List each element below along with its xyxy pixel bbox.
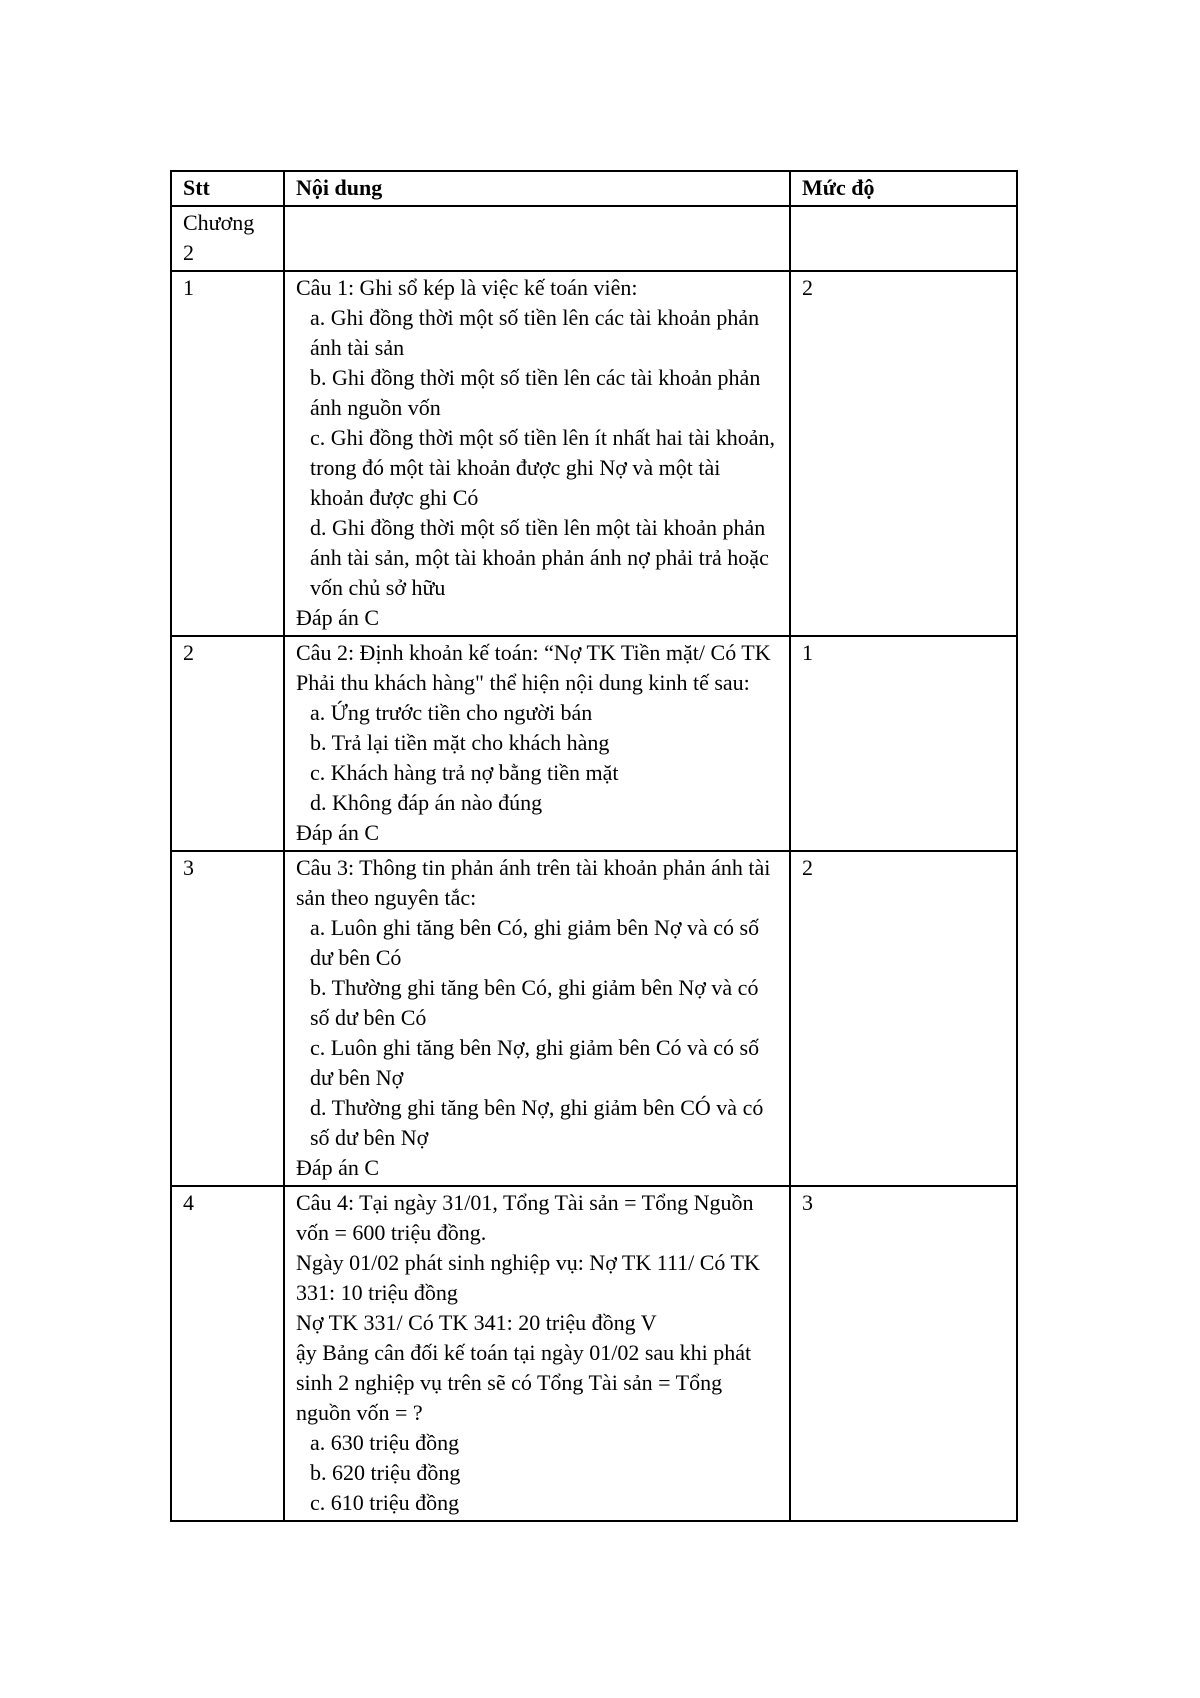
- option-a: a. Ghi đồng thời một số tiền lên các tài khoản phản ánh tài sản: [310, 305, 760, 360]
- table-header-row: [171, 171, 1017, 206]
- row-muc-do: 1: [790, 636, 1017, 851]
- option-b: b. Ghi đồng thời một số tiền lên các tài khoản phản ánh nguồn vốn: [310, 365, 761, 420]
- table-row: [171, 636, 1017, 851]
- question-text-line4: ậy Bảng cân đối kế toán tại ngày 01/02 sau khi phát sinh 2 nghiệp vụ trên sẽ có Tổng Tài sản = Tổng nguồn vốn = ?: [296, 1340, 752, 1425]
- chapter-content-empty: [284, 206, 790, 271]
- option-c: c. Ghi đồng thời một số tiền lên ít nhất hai tài khoản, trong đó một tài khoản được ghi Nợ và một tài khoản được ghi Có: [310, 425, 776, 510]
- chapter-label-line1: Chương: [183, 210, 255, 235]
- answer-text: Đáp án C: [296, 820, 380, 845]
- option-d: d. Không đáp án nào đúng: [310, 790, 543, 815]
- question-text-line2: Ngày 01/02 phát sinh nghiệp vụ: Nợ TK 111/ Có TK 331: 10 triệu đồng: [296, 1250, 760, 1305]
- question-text: Câu 1: Ghi sổ kép là việc kế toán viên:: [296, 275, 638, 300]
- option-c: c. Khách hàng trả nợ bằng tiền mặt: [310, 760, 619, 785]
- answer-text: Đáp án C: [296, 1155, 380, 1180]
- row-muc-do: 3: [790, 1186, 1017, 1521]
- table-row: [171, 1186, 1017, 1521]
- option-b: b. 620 triệu đồng: [310, 1460, 461, 1485]
- row-content: [284, 636, 790, 851]
- row-stt: 4: [171, 1186, 284, 1521]
- row-stt: 2: [171, 636, 284, 851]
- header-stt: Stt: [171, 171, 284, 206]
- question-text: Câu 3: Thông tin phản ánh trên tài khoản phản ánh tài sản theo nguyên tắc:: [296, 855, 771, 910]
- row-stt: 1: [171, 271, 284, 636]
- question-text-line1: Câu 4: Tại ngày 31/01, Tổng Tài sản = Tổng Nguồn vốn = 600 triệu đồng.: [296, 1190, 754, 1245]
- chapter-label: [171, 206, 284, 271]
- chapter-label-line2: 2: [183, 240, 194, 265]
- chapter-row: [171, 206, 1017, 271]
- chapter-level-empty: [790, 206, 1017, 271]
- row-muc-do: 2: [790, 271, 1017, 636]
- option-a: a. 630 triệu đồng: [310, 1430, 460, 1455]
- question-text: Câu 2: Định khoản kế toán: “Nợ TK Tiền mặt/ Có TK Phải thu khách hàng" thể hiện nội dung kinh tế sau:: [296, 640, 771, 695]
- question-table: [170, 170, 1018, 1522]
- answer-text: Đáp án C: [296, 605, 380, 630]
- option-b: b. Thường ghi tăng bên Có, ghi giảm bên Nợ và có số dư bên Có: [310, 975, 759, 1030]
- option-c: c. 610 triệu đồng: [310, 1490, 460, 1515]
- row-content: [284, 1186, 790, 1521]
- row-content: [284, 851, 790, 1186]
- option-b: b. Trả lại tiền mặt cho khách hàng: [310, 730, 610, 755]
- question-text-line3: Nợ TK 331/ Có TK 341: 20 triệu đồng V: [296, 1310, 657, 1335]
- row-content: [284, 271, 790, 636]
- option-d: d. Ghi đồng thời một số tiền lên một tài khoản phản ánh tài sản, một tài khoản phản ánh nợ phải trả hoặc vốn chủ sở hữu: [310, 515, 769, 600]
- option-c: c. Luôn ghi tăng bên Nợ, ghi giảm bên Có và có số dư bên Nợ: [310, 1035, 760, 1090]
- option-a: a. Luôn ghi tăng bên Có, ghi giảm bên Nợ và có số dư bên Có: [310, 915, 760, 970]
- option-d: d. Thường ghi tăng bên Nợ, ghi giảm bên CÓ và có số dư bên Nợ: [310, 1095, 764, 1150]
- table-row: [171, 271, 1017, 636]
- header-noi-dung: Nội dung: [284, 171, 790, 206]
- header-muc-do: Mức độ: [790, 171, 1017, 206]
- option-a: a. Ứng trước tiền cho người bán: [310, 700, 593, 725]
- table-row: [171, 851, 1017, 1186]
- row-stt: 3: [171, 851, 284, 1186]
- row-muc-do: 2: [790, 851, 1017, 1186]
